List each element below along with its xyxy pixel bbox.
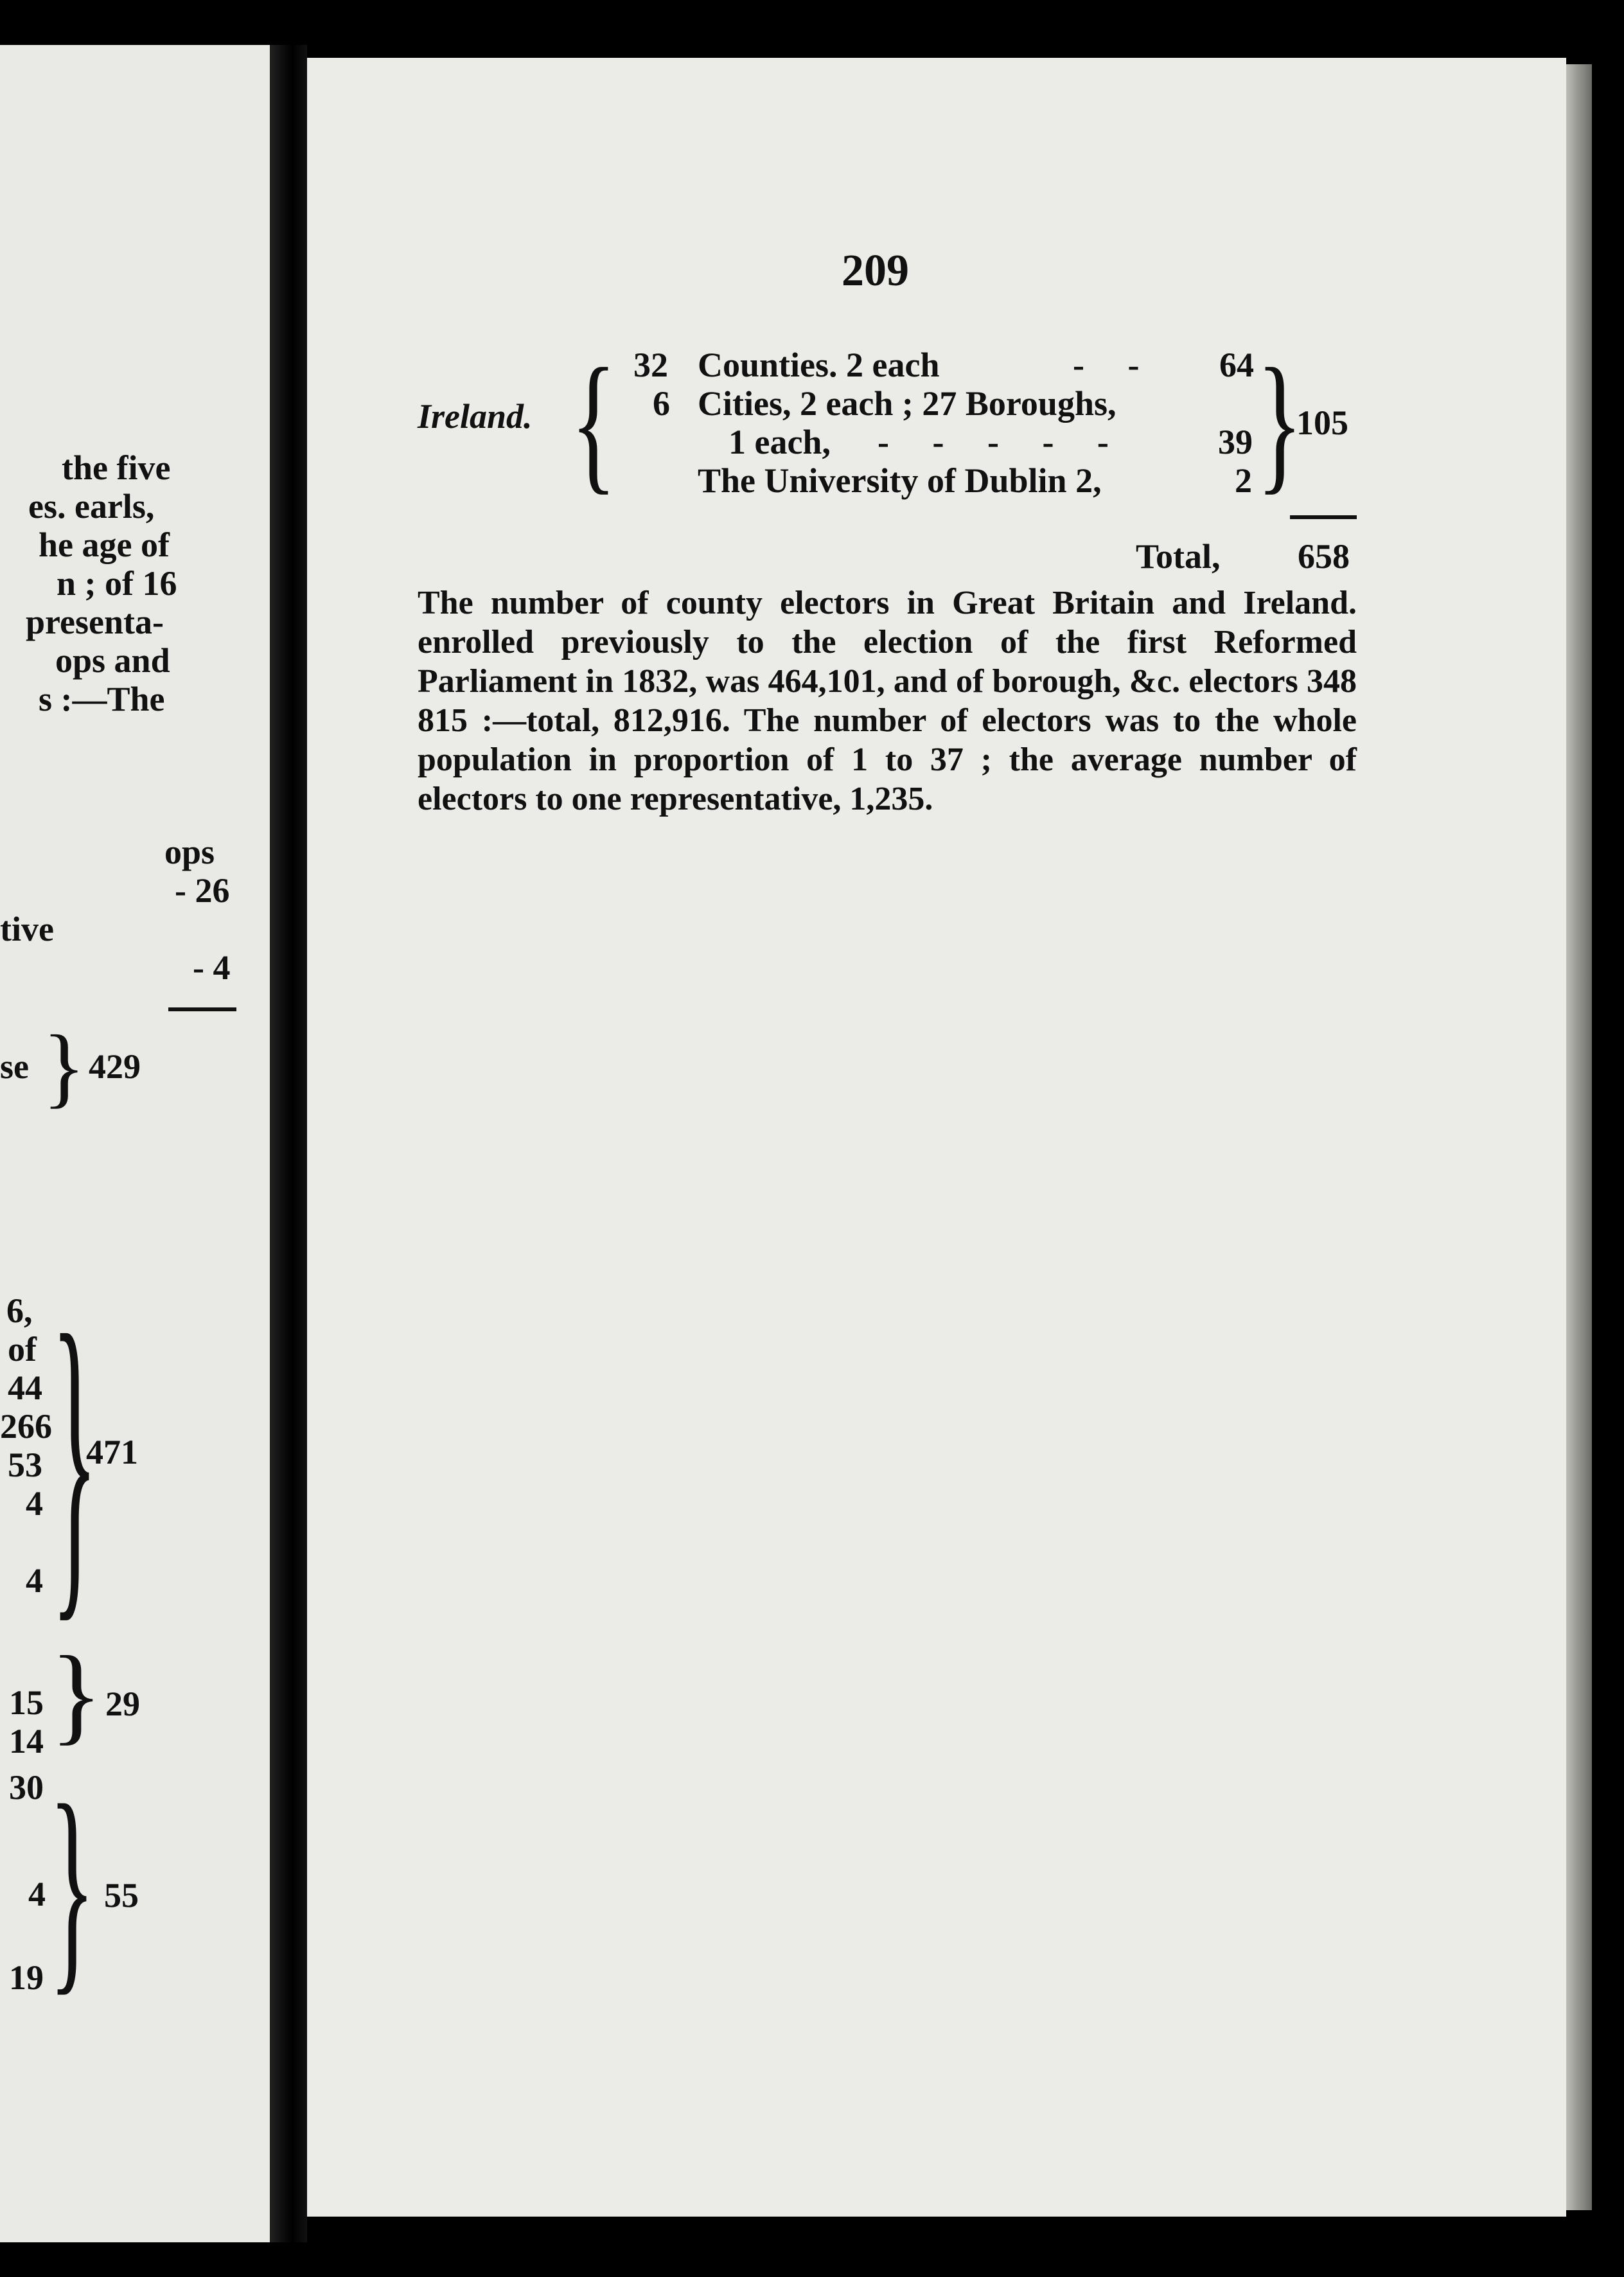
total-rule: [1290, 515, 1357, 519]
ireland-label: Ireland.: [418, 397, 533, 436]
page-number: 209: [842, 246, 909, 296]
ireland-left-brace: {: [570, 337, 617, 508]
left-brace-house: }: [42, 1017, 86, 1117]
row1-value: 64: [1219, 346, 1254, 384]
row2-number: 6: [653, 384, 670, 423]
left-brace-g2: }: [50, 1634, 103, 1755]
row1-number: 32: [633, 346, 668, 384]
previous-page-fragment: [0, 45, 270, 2242]
book-gutter: [270, 45, 307, 2242]
left-brace-g1: }: [51, 1266, 98, 1651]
left-g3-v2: 4: [28, 1875, 46, 1913]
left-g1-v4: 266: [0, 1407, 52, 1446]
total-value: 658: [1298, 537, 1350, 576]
total-label: Total,: [1136, 537, 1221, 576]
left-line-5: presenta-: [26, 603, 164, 641]
left-line-3: he age of: [39, 526, 170, 564]
row1-text: Counties. 2 each: [698, 346, 940, 384]
left-line-1: the five: [62, 448, 171, 487]
left-g1-total: 471: [86, 1433, 138, 1471]
electors-paragraph: The number of county electors in Great Britain and Ireland. enrolled previously to the election of the first Reformed Parliament in 1832, was 464,101, and of borough, &c. electors 348 815 :—total, 812,916. The number of electors was to the whole population in proportion of 1 to 37 ; the average number of electors to one representative, 1,235.: [418, 585, 1357, 817]
row3-dashes: - - - - -: [878, 423, 1109, 461]
left-g1-v7: 4: [26, 1561, 43, 1600]
left-value-4: - 4: [193, 948, 231, 987]
left-g2-v1: 15: [9, 1683, 44, 1722]
left-g2-v2: 14: [9, 1722, 44, 1760]
left-value-26: - 26: [175, 871, 230, 910]
row1-dashes: - -: [1073, 346, 1140, 384]
left-line-7: s :—The: [39, 680, 165, 718]
left-line-6: ops and: [55, 641, 170, 680]
row4-text: The University of Dublin 2,: [698, 461, 1102, 500]
left-line-4: n ; of 16: [57, 564, 177, 603]
left-tive: tive: [0, 910, 54, 948]
row2-text: Cities, 2 each ; 27 Boroughs,: [698, 384, 1116, 423]
left-ops: ops: [164, 833, 215, 871]
row3-value: 39: [1218, 423, 1253, 461]
left-g1-v5: 53: [8, 1446, 42, 1484]
left-g2-total: 29: [105, 1685, 140, 1723]
left-g3-v1: 30: [9, 1768, 44, 1807]
left-brace-g3: }: [49, 1759, 95, 2015]
ireland-right-brace: }: [1257, 337, 1303, 508]
left-g3-v3: 19: [9, 1958, 44, 1997]
left-g3-total: 55: [104, 1876, 139, 1915]
page-edge: [1566, 64, 1592, 2210]
left-house-label: se: [0, 1047, 29, 1086]
page-209: [307, 58, 1566, 2217]
left-g1-v6: 4: [26, 1484, 43, 1523]
left-g1-v3: 44: [8, 1369, 42, 1407]
row3-text: 1 each,: [728, 423, 831, 461]
ireland-total: 105: [1296, 403, 1348, 442]
left-house-total: 429: [89, 1047, 141, 1086]
left-g1-v1: 6,: [6, 1291, 33, 1330]
left-line-2: es. earls,: [28, 487, 155, 526]
row4-value: 2: [1235, 461, 1252, 500]
left-g1-v2: of: [8, 1330, 37, 1369]
left-rule: [168, 1007, 236, 1011]
